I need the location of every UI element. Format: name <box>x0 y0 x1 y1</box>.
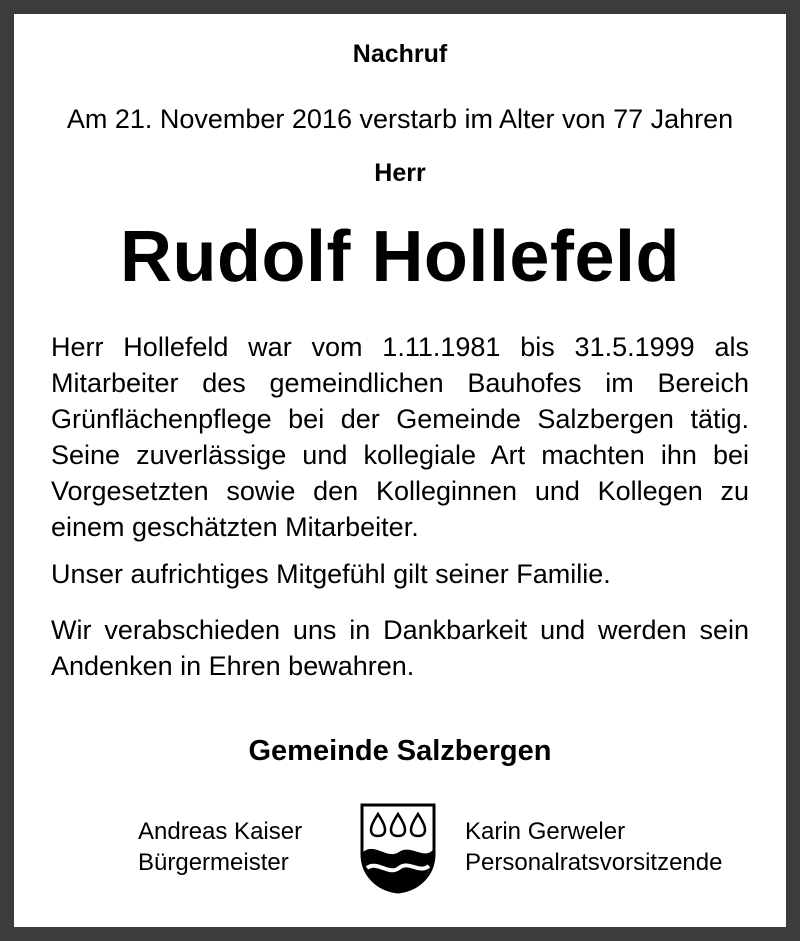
signatory-name: Karin Gerweler <box>465 818 626 845</box>
death-announcement: Am 21. November 2016 verstarb im Alter von 77 Jahren <box>66 104 734 134</box>
organization-name: Gemeinde Salzbergen <box>248 735 552 767</box>
coat-of-arms-icon <box>359 802 437 894</box>
farewell-paragraph: Wir verabschieden uns in Dankbarkeit und werden sein Andenken in Ehren bewahren. <box>51 615 749 681</box>
signatory-role: Personalratsvorsitzende <box>465 849 723 876</box>
deceased-name: Rudolf Hollefeld <box>120 217 680 297</box>
signatory-mayor <box>138 816 302 878</box>
signatory-name: Andreas Kaiser <box>138 818 303 845</box>
signatory-role: Bürgermeister <box>138 849 289 876</box>
salutation: Herr <box>374 159 426 187</box>
tribute-paragraph: Herr Hollefeld war vom 1.11.1981 bis 31.5.1999 als Mitarbeiter des gemeindlichen Bauhofes im Bereich Grünflächenpflege bei der Gemeinde Salzbergen tätig. Seine zuverlässige und kollegiale Art machten ihn bei Vorgesetzten sowie den Kolleginnen und Kollegen zu einem geschätzten Mitarbeiter. <box>51 332 749 542</box>
notice-heading: Nachruf <box>352 40 448 68</box>
condolence-paragraph: Unser aufrichtiges Mitgefühl gilt seiner Familie. <box>51 559 611 589</box>
signatory-staff-council <box>465 816 722 878</box>
